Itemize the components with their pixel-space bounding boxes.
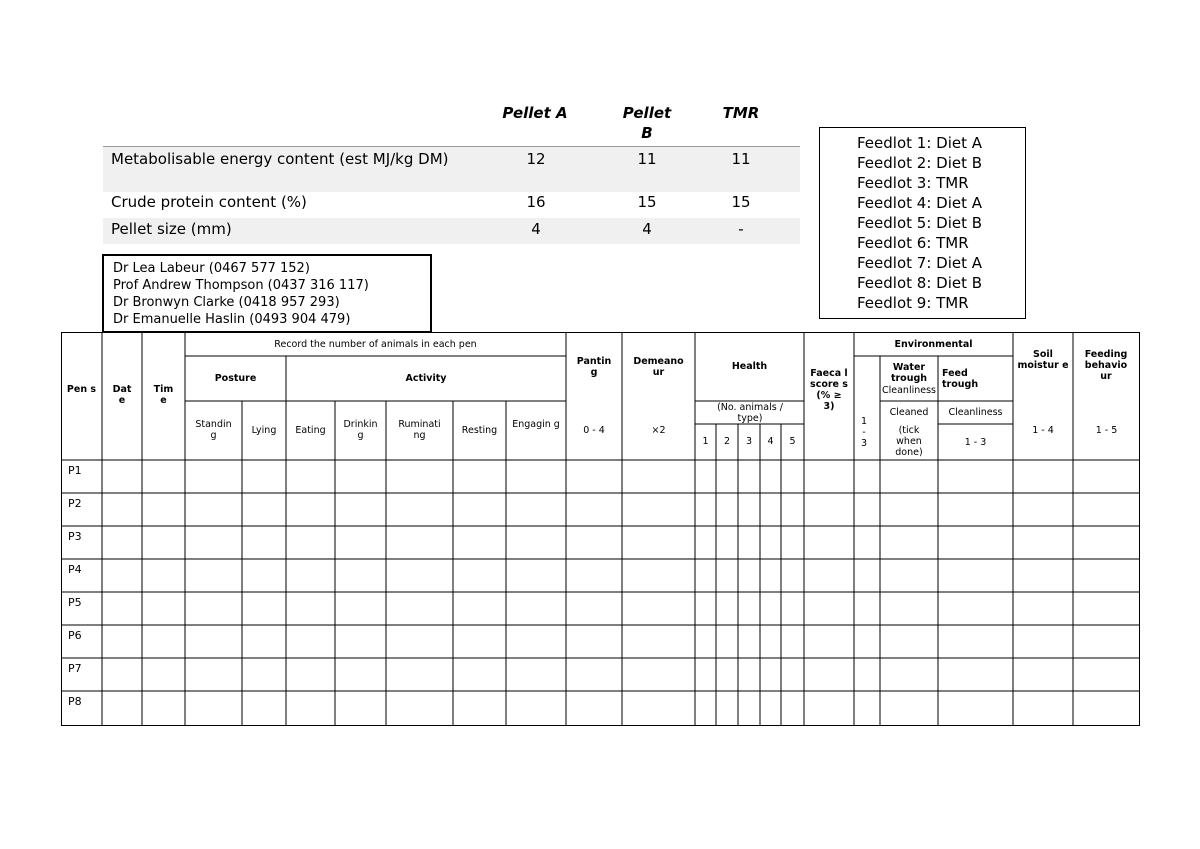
contact-line: Dr Bronwyn Clarke (0418 957 293) xyxy=(113,295,340,310)
diet-row xyxy=(103,192,800,218)
value: 12 xyxy=(526,150,546,168)
col-pellet-a: Pellet A xyxy=(502,104,568,122)
pens-header: Pen s xyxy=(66,384,97,395)
health-type-4: 4 xyxy=(767,436,774,447)
col-pellet-b: Pellet B xyxy=(622,104,672,142)
health-type-2: 2 xyxy=(723,436,731,447)
contacts-box xyxy=(102,254,432,333)
row-label: Crude protein content (%) xyxy=(111,193,307,211)
contact-line: Dr Emanuelle Haslin (0493 904 479) xyxy=(113,312,351,327)
row-label: Metabolisable energy content (est MJ/kg DM) xyxy=(111,150,449,168)
drinking-header: Drinkin g xyxy=(343,419,378,441)
pen-label: P6 xyxy=(68,629,82,642)
value: 11 xyxy=(731,150,751,168)
cleaned-header: Cleaned xyxy=(889,407,929,418)
soil-scale: 1 - 4 xyxy=(1032,425,1054,436)
cleanliness-header: Cleanliness xyxy=(948,407,1003,418)
health-type-1: 1 xyxy=(702,436,709,447)
panting-scale: 0 - 4 xyxy=(583,425,605,436)
diet-row xyxy=(103,147,800,192)
env-scale: 1 - 3 xyxy=(860,416,868,449)
water-cleanliness: Cleanliness xyxy=(881,385,936,396)
feeding-header: Feeding behavio ur xyxy=(1084,349,1128,382)
value: 15 xyxy=(731,193,751,211)
feedlot-line: Feedlot 6: TMR xyxy=(857,234,969,252)
feedlot-line: Feedlot 9: TMR xyxy=(857,294,969,312)
ruminating-header: Ruminati ng xyxy=(398,419,441,441)
water-trough-header: Water trough xyxy=(890,362,928,384)
feedlot-line: Feedlot 3: TMR xyxy=(857,174,969,192)
record-sheet xyxy=(61,332,1140,726)
grid-lines xyxy=(61,332,1140,726)
feedlot-line: Feedlot 7: Diet A xyxy=(857,254,983,272)
engaging-header: Engagin g xyxy=(512,419,560,430)
environmental-header: Environmental xyxy=(894,339,973,350)
eating-header: Eating xyxy=(295,425,326,436)
feedlot-line: Feedlot 1: Diet A xyxy=(857,134,983,152)
faecal-header: Faeca l score s (% ≥ 3) xyxy=(810,368,848,412)
value: 4 xyxy=(642,220,652,238)
pen-label: P1 xyxy=(68,464,82,477)
diet-row xyxy=(103,218,800,244)
pen-label: P2 xyxy=(68,497,82,510)
row-label: Pellet size (mm) xyxy=(111,220,232,238)
posture-header: Posture xyxy=(214,373,257,384)
record-note: Record the number of animals in each pen xyxy=(274,339,477,350)
pen-label: P7 xyxy=(68,662,82,675)
pen-label: P4 xyxy=(68,563,82,576)
time-header: Tim e xyxy=(153,384,174,406)
value: - xyxy=(738,220,744,238)
activity-header: Activity xyxy=(405,373,447,384)
pen-label: P5 xyxy=(68,596,82,609)
health-header: Health xyxy=(731,361,768,372)
value: 4 xyxy=(531,220,541,238)
panting-header: Pantin g xyxy=(576,356,612,378)
cleaned-note: (tick when done) xyxy=(895,425,923,458)
feedlot-line: Feedlot 2: Diet B xyxy=(857,154,983,172)
feeding-scale: 1 - 5 xyxy=(1095,425,1118,436)
feedlot-box xyxy=(819,127,1026,319)
standing-header: Standin g xyxy=(195,419,232,441)
demeanour-header: Demeano ur xyxy=(633,356,684,378)
date-header: Dat e xyxy=(112,384,132,406)
col-tmr: TMR xyxy=(722,104,760,122)
feedlot-line: Feedlot 8: Diet B xyxy=(857,274,983,292)
health-type-5: 5 xyxy=(789,436,796,447)
pen-label: P8 xyxy=(68,695,82,708)
demeanour-scale: ×2 xyxy=(651,425,666,436)
feedlot-line: Feedlot 5: Diet B xyxy=(857,214,983,232)
pen-label: P3 xyxy=(68,530,82,543)
health-note: (No. animals / type) xyxy=(717,402,783,424)
resting-header: Resting xyxy=(461,425,498,436)
value: 15 xyxy=(637,193,657,211)
feed-trough-header: Feed trough xyxy=(942,368,979,390)
value: 16 xyxy=(526,193,546,211)
health-type-3: 3 xyxy=(745,436,753,447)
contact-line: Dr Lea Labeur (0467 577 152) xyxy=(113,261,310,276)
soil-header: Soil moistur e xyxy=(1017,349,1069,371)
value: 11 xyxy=(637,150,657,168)
lying-header: Lying xyxy=(251,425,277,436)
feed-scale: 1 - 3 xyxy=(964,437,987,448)
contact-line: Prof Andrew Thompson (0437 316 117) xyxy=(113,278,369,293)
feedlot-line: Feedlot 4: Diet A xyxy=(857,194,983,212)
